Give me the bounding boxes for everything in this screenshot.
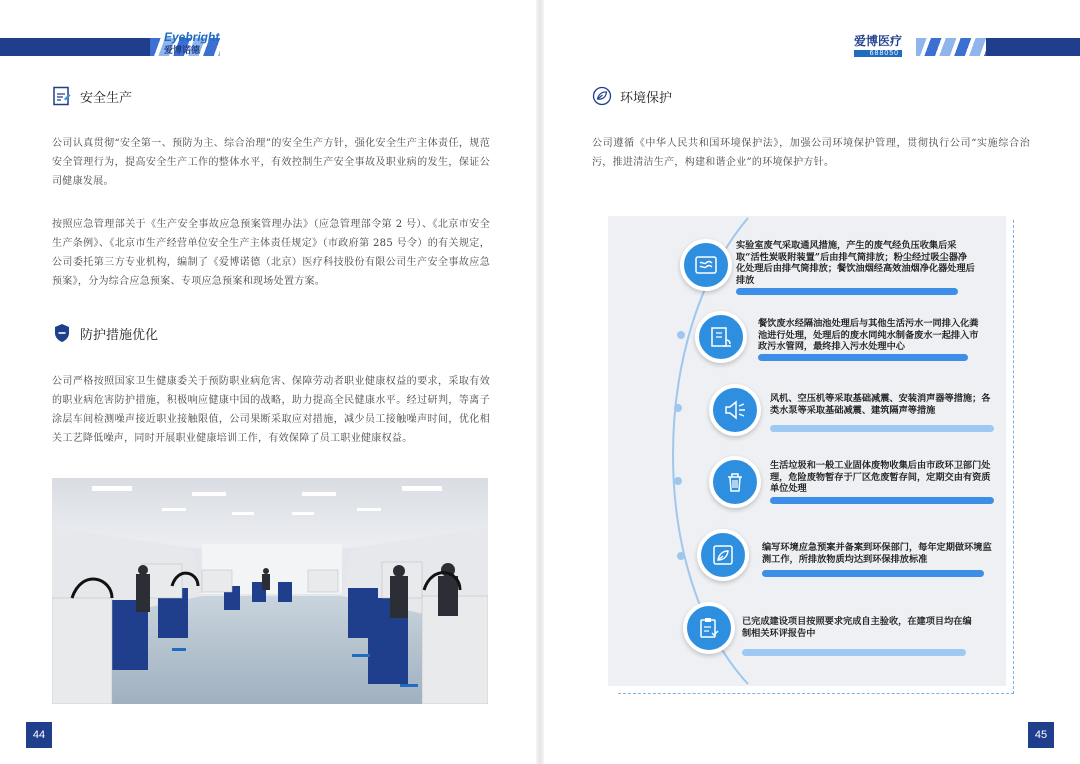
right-header-stripes (916, 38, 986, 56)
shield-icon (52, 323, 72, 343)
right-header-bar (986, 38, 1080, 56)
aibo-medical-logo (854, 32, 902, 57)
logo-en: Eyebright (164, 30, 220, 44)
section-safety-heading (52, 86, 132, 106)
logo-cn-right: 爱博医疗 (854, 34, 903, 48)
right-page-number: 45 (1028, 722, 1054, 748)
leaf-icon (697, 529, 749, 581)
section-environment-title: 环境保护 (620, 89, 673, 105)
logo-cn: 爱博诺德 (164, 45, 201, 55)
item-2-text: 餐饮废水经隔油池处理后与其他生活污水一同排入化粪池进行处理，处理后的废水同纯水制备废水一起排入市政污水管网，最终排入污水处理中心 (758, 318, 979, 352)
environment-intro: 公司遵循《中华人民共和国环境保护法》，加强公司环境保护管理，贯彻执行公司“实施综合治污，推进清洁生产，构建和谐企业”的环境保护方针。 (592, 138, 1030, 168)
section-safety-title: 安全生产 (80, 89, 133, 105)
left-page-number: 44 (26, 722, 52, 748)
water-treatment-icon (695, 311, 747, 363)
item-3-underline (770, 425, 994, 432)
eyebright-logo (164, 30, 219, 56)
item-4-underline (770, 497, 994, 504)
left-header-bar (0, 38, 150, 56)
safety-paragraph-2: 按照应急管理部关于《生产安全事故应急预案管理办法》（应急管理部令第 2 号）、《北京市安全生产条例》、《北京市生产经营单位安全生产主体责任规定》（市政府第 285 号令）的有关规定，公司委托第三方专业机构，编制了《爱博诺德（北京）医疗科技股份有限公司生产安全事故应急预案》，分为综合应急预案、专项应急预案和现场处置方案。 (52, 219, 490, 287)
section-environment-heading (592, 86, 672, 106)
item-2-underline (758, 354, 968, 361)
air-icon (680, 239, 732, 291)
item-6-underline (742, 649, 966, 656)
item-5-text: 编写环境应急预案并备案到环保部门，每年定期做环境监测工作，所排放物质均达到环保排放标准 (762, 542, 992, 565)
safety-document-icon (52, 86, 72, 106)
item-5-underline (762, 570, 984, 577)
item-6-text: 已完成建设项目按照要求完成自主验收，在建项目均在编制相关环评报告中 (742, 616, 972, 639)
leaf-circle-icon (592, 86, 612, 106)
workshop-photo (52, 478, 488, 704)
protection-paragraph: 公司严格按照国家卫生健康委关于预防职业病危害、保障劳动者职业健康权益的要求，采取有效的职业病危害防护措施，积极响应健康中国的战略，助力提高全民健康水平。经过研判，等离子涂层车间检测噪声接近职业接触限值，公司果断采取应对措施，减少员工接触噪声时间，优化相关工艺降低噪声，同时开展职业健康培训工作，有效保障了员工职业健康权益。 (52, 376, 490, 444)
item-3-text: 风机、空压机等采取基础减震、安装消声器等措施；各类水泵等采取基础减震、建筑隔声等措施 (770, 393, 991, 416)
logo-stock-code: 688050 (854, 50, 902, 57)
section-protection-title: 防护措施优化 (80, 326, 159, 342)
section-protection-heading (52, 323, 158, 343)
item-4-text: 生活垃圾和一般工业固体废物收集后由市政环卫部门处理，危险废物暂存于厂区危废暂存间，定期交由有资质单位处理 (770, 460, 991, 494)
trash-icon (709, 456, 761, 508)
checklist-icon (683, 602, 735, 654)
page-gutter (536, 0, 544, 764)
safety-paragraph-1: 公司认真贯彻“安全第一、预防为主、综合治理”的安全生产方针，强化安全生产主体责任，规范安全管理行为，提高安全生产工作的整体水平，有效控制生产安全事故及职业病的发生，保证公司健康发展。 (52, 138, 490, 187)
speaker-noise-icon (709, 384, 761, 436)
item-1-text: 实验室废气采取通风措施，产生的废气经负压收集后采取“活性炭吸附装置”后由排气筒排放；粉尘经过吸尘器净化处理后由排气筒排放；餐饮油烟经高效油烟净化器处理后排放 (736, 240, 975, 286)
item-1-underline (736, 288, 958, 295)
